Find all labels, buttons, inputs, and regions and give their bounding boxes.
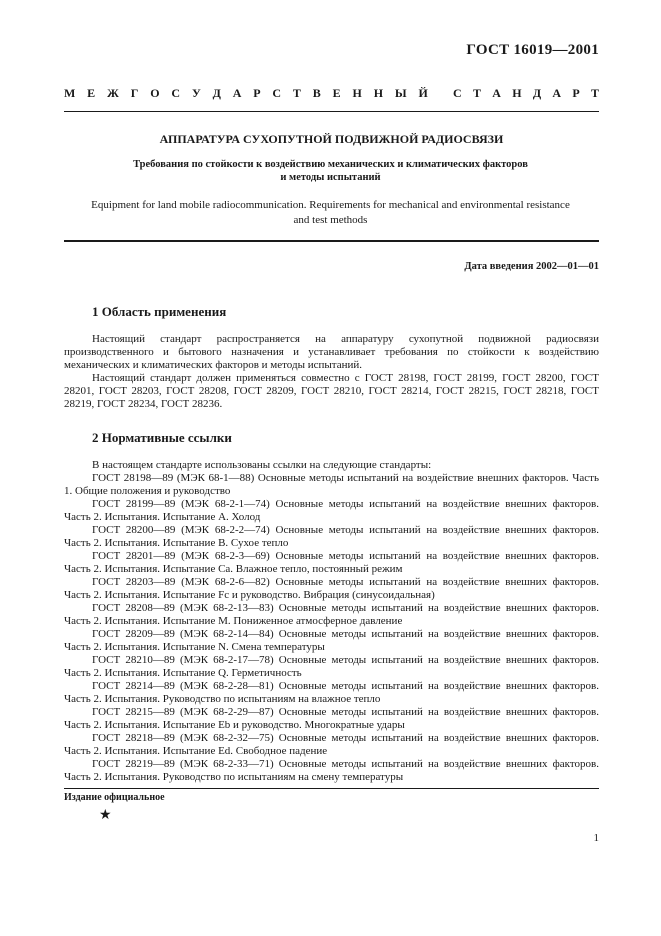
letter: А	[232, 86, 242, 100]
english-title	[82, 198, 579, 228]
reference-item: ГОСТ 28209—89 (МЭК 68-2-14—84) Основные методы испытаний на воздействие внешних факторов. Часть 2. Испытания. Испытание N. Смена температуры	[64, 628, 599, 653]
letter: У	[191, 86, 201, 100]
references-intro: В настоящем стандарте использованы ссылки на следующие стандарты:	[92, 459, 432, 471]
subtitle-line: Требования по стойкости к воздействию механических и климатических факторов	[133, 159, 528, 170]
reference-item: ГОСТ 28208—89 (МЭК 68-2-13—83) Основные методы испытаний на воздействие внешних факторов. Часть 2. Испытания. Испытание М. Пониженное атмосферное давление	[64, 602, 599, 627]
standard-type-word-2	[453, 86, 599, 101]
reference-item: ГОСТ 28200—89 (МЭК 68-2-2—74) Основные методы испытаний на воздействие внешних факторов. Часть 2. Испытания. Испытание В. Сухое тепло	[64, 524, 599, 549]
paragraph: Настоящий стандарт должен применяться совместно с ГОСТ 28198, ГОСТ 28199, ГОСТ 28200, ГОСТ 28201, ГОСТ 28203, ГОСТ 28208, ГОСТ 28209, ГОСТ 28210, ГОСТ 28214, ГОСТ 28215, ГОСТ 28218, ГОСТ 28219, ГОСТ 28234, ГОСТ 28236.	[64, 372, 599, 410]
section-scope-body	[64, 333, 599, 411]
letter: А	[552, 86, 562, 100]
reference-item: ГОСТ 28199—89 (МЭК 68-2-1—74) Основные методы испытаний на воздействие внешних факторов. Часть 2. Испытания. Испытание А. Холод	[64, 498, 599, 523]
letter: С	[272, 86, 282, 100]
letter: Н	[352, 86, 362, 100]
letter: В	[312, 86, 321, 100]
section-heading-references: 2 Нормативные ссылки	[92, 430, 232, 445]
title-divider	[64, 240, 599, 242]
letter: Р	[572, 86, 580, 100]
letter: Т	[590, 86, 599, 100]
letter: Г	[130, 86, 139, 100]
official-edition-label: Издание официальное	[64, 792, 165, 803]
letter: С	[171, 86, 181, 100]
reference-item: ГОСТ 28218—89 (МЭК 68-2-32—75) Основные методы испытаний на воздействие внешних факторов. Часть 2. Испытания. Испытание Ed. Свободное падение	[64, 732, 599, 757]
letter: Е	[332, 86, 341, 100]
letter: А	[492, 86, 501, 100]
top-divider	[64, 111, 599, 112]
subtitle-line: и методы испытаний	[280, 172, 381, 183]
standard-type-word-1	[64, 86, 428, 101]
reference-item: ГОСТ 28201—89 (МЭК 68-2-3—69) Основные методы испытаний на воздействие внешних факторов. Часть 2. Испытания. Испытание Са. Влажное тепло, постоянный режим	[64, 550, 599, 575]
letter: Д	[532, 86, 542, 100]
standard-type-banner	[64, 86, 599, 101]
letter: Д	[212, 86, 221, 100]
english-title-line: Equipment for land mobile radiocommunication. Requirements for mechanical and environmental resistance	[91, 199, 570, 211]
letter: Р	[253, 86, 261, 100]
document-subtitle	[100, 158, 561, 184]
letter: М	[64, 86, 76, 100]
section-heading-scope: 1 Область применения	[92, 304, 227, 319]
document-code: ГОСТ 16019—2001	[466, 42, 599, 58]
footer-divider	[64, 788, 599, 789]
paragraph: Настоящий стандарт распространяется на аппаратуру сухопутной подвижной радиосвязи производственного и бытового назначения и устанавливает требования по стойкости к воздействию механических и климатических факторов и методы испытаний.	[64, 333, 599, 371]
references-list	[64, 459, 599, 784]
letter: Т	[292, 86, 301, 100]
letter: Й	[418, 86, 428, 100]
letter: О	[150, 86, 160, 100]
page-number: 1	[593, 832, 599, 844]
english-title-line: and test methods	[293, 214, 368, 226]
letter: Ы	[394, 86, 407, 100]
reference-item: ГОСТ 28198—89 (МЭК 68-1—88) Основные методы испытаний на воздействие внешних факторов. Часть 1. Общие положения и руководство	[64, 472, 599, 497]
introduction-date: Дата введения 2002—01—01	[464, 261, 599, 272]
letter: С	[453, 86, 462, 100]
letter: Н	[512, 86, 522, 100]
letter: Т	[472, 86, 481, 100]
star-icon: ★	[99, 808, 112, 823]
document-title: АППАРАТУРА СУХОПУТНОЙ ПОДВИЖНОЙ РАДИОСВЯЗИ	[159, 132, 504, 146]
reference-item: ГОСТ 28219—89 (МЭК 68-2-33—71) Основные методы испытаний на воздействие внешних факторов. Часть 2. Испытания. Руководство по испытаниям на смену температуры	[64, 758, 599, 783]
reference-item: ГОСТ 28215—89 (МЭК 68-2-29—87) Основные методы испытаний на воздействие внешних факторов. Часть 2. Испытания. Испытание Eb и руководство. Многократные удары	[64, 706, 599, 731]
reference-item: ГОСТ 28203—89 (МЭК 68-2-6—82) Основные методы испытаний на воздействие внешних факторов. Часть 2. Испытания. Испытание Fc и руководство. Вибрация (синусоидальная)	[64, 576, 599, 601]
letter: Ж	[107, 86, 119, 100]
letter: Н	[373, 86, 384, 100]
reference-item: ГОСТ 28214—89 (МЭК 68-2-28—81) Основные методы испытаний на воздействие внешних факторов. Часть 2. Испытания. Руководство по испытаниям на влажное тепло	[64, 680, 599, 705]
reference-item: ГОСТ 28210—89 (МЭК 68-2-17—78) Основные методы испытаний на воздействие внешних факторов. Часть 2. Испытания. Испытание Q. Герметичность	[64, 654, 599, 679]
letter: Е	[87, 86, 96, 100]
